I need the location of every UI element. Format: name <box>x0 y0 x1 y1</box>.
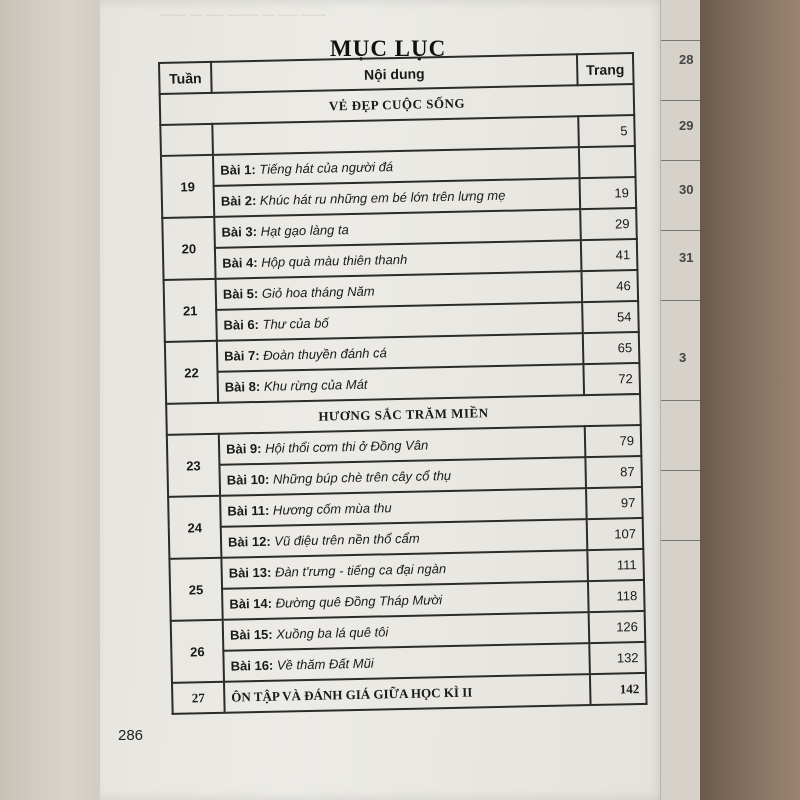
lesson-number: Bài 12: <box>227 533 271 550</box>
page-number: 286 <box>118 727 144 744</box>
lesson-number: Bài 8: <box>224 378 261 395</box>
adjacent-page-number: 28 <box>679 52 694 67</box>
page-cell: 46 <box>581 270 638 302</box>
adjacent-page-number: 30 <box>679 182 694 197</box>
adjacent-page-number: 31 <box>679 250 694 265</box>
page-cell: 72 <box>583 363 640 395</box>
week-cell: 21 <box>164 279 217 342</box>
week-cell: 26 <box>171 620 224 683</box>
lesson-number: Bài 1: <box>220 161 256 178</box>
lesson-name: Tiếng hát của người đá <box>259 159 394 177</box>
lesson-name: Đường quê Đồng Tháp Mười <box>275 592 443 611</box>
lesson-number: Bài 13: <box>228 564 272 581</box>
lesson-number: Bài 2: <box>220 192 257 209</box>
page-cell: 65 <box>583 332 640 364</box>
lesson-name: Khúc hát ru những em bé lớn trên lưng mẹ <box>259 187 506 208</box>
week-cell: 24 <box>168 496 221 559</box>
lesson-number: Bài 4: <box>222 254 258 271</box>
background-surface <box>700 0 800 800</box>
header-week: Tuần <box>159 62 212 94</box>
lesson-number: Bài 6: <box>223 316 260 333</box>
page-title: MỤC LỤC <box>330 36 447 61</box>
adjacent-page-number: 29 <box>679 118 694 133</box>
page-cell: 29 <box>580 208 637 240</box>
lesson-number: Bài 9: <box>225 440 262 457</box>
adjacent-page-number: 3 <box>679 350 687 365</box>
toc-table <box>158 52 648 715</box>
page-cell: 41 <box>581 239 638 271</box>
adjacent-page <box>660 0 701 800</box>
page-cell: 87 <box>585 456 642 488</box>
lesson-name: Hội thổi cơm thi ở Đồng Vân <box>264 437 429 456</box>
page-cell: 111 <box>587 549 644 581</box>
page-cell: 79 <box>585 425 642 457</box>
page-cell: 107 <box>587 518 644 550</box>
lesson-number: Bài 11: <box>227 502 270 519</box>
lesson-name: Đàn t'rưng - tiếng ca đại ngàn <box>274 561 447 580</box>
page-cell: 126 <box>589 611 646 643</box>
week-cell: 19 <box>161 155 214 218</box>
left-page-edge <box>0 0 110 800</box>
lesson-name: Khu rừng của Mát <box>263 376 368 394</box>
lesson-number: Bài 16: <box>230 657 274 674</box>
lesson-number: Bài 5: <box>222 285 259 302</box>
lesson-name: Giỏ hoa tháng Năm <box>261 283 375 301</box>
week-cell: 23 <box>167 434 220 497</box>
lesson-name: Vũ điệu trên nền thổ cẩm <box>274 530 420 549</box>
page-cell: 54 <box>582 301 639 333</box>
final-row-content: ÔN TẬP VÀ ĐÁNH GIÁ GIỮA HỌC KÌ II <box>224 674 591 713</box>
page-cell: 19 <box>580 177 637 209</box>
week-cell: 27 <box>172 682 225 714</box>
lesson-name: Về thăm Đất Mũi <box>276 655 374 673</box>
page-cell: 118 <box>588 580 645 612</box>
week-cell <box>160 124 213 156</box>
lesson-name: Thư của bố <box>262 315 329 332</box>
lesson-name: Hộp quà màu thiên thanh <box>261 251 408 270</box>
section-title: HƯƠNG SẮC TRĂM MIỀN <box>166 394 641 435</box>
lesson-name: Hương cốm mùa thu <box>272 500 392 518</box>
page-cell: 5 <box>578 115 635 147</box>
section-title: VẺ ĐẸP CUỘC SỐNG <box>160 84 635 125</box>
week-cell: 25 <box>169 558 222 621</box>
lesson-name: Xuồng ba lá quê tôi <box>276 624 389 642</box>
week-cell: 22 <box>165 341 218 404</box>
lesson-number: Bài 15: <box>229 626 273 643</box>
lesson-number: Bài 7: <box>224 347 260 364</box>
lesson-name: Đoàn thuyền đánh cá <box>263 345 387 363</box>
lesson-number: Bài 3: <box>221 223 258 240</box>
page-cell: 132 <box>589 642 646 674</box>
week-cell: 20 <box>162 217 215 280</box>
lesson-number: Bài 10: <box>226 471 270 488</box>
page-cell: 142 <box>590 673 647 705</box>
header-content: Nội dung <box>211 54 578 93</box>
page-cell <box>579 146 636 178</box>
lesson-number: Bài 14: <box>229 595 273 612</box>
lesson-name: Hạt gạo làng ta <box>260 222 349 239</box>
page-cell: 97 <box>586 487 643 519</box>
bleed-through-text: ~~~~ ~~ ~~~ ~~~~~ ~~ ~~~ ~~~~ <box>160 10 327 22</box>
lesson-name: Những búp chè trên cây cổ thụ <box>272 467 452 487</box>
header-page: Trang <box>577 53 634 85</box>
